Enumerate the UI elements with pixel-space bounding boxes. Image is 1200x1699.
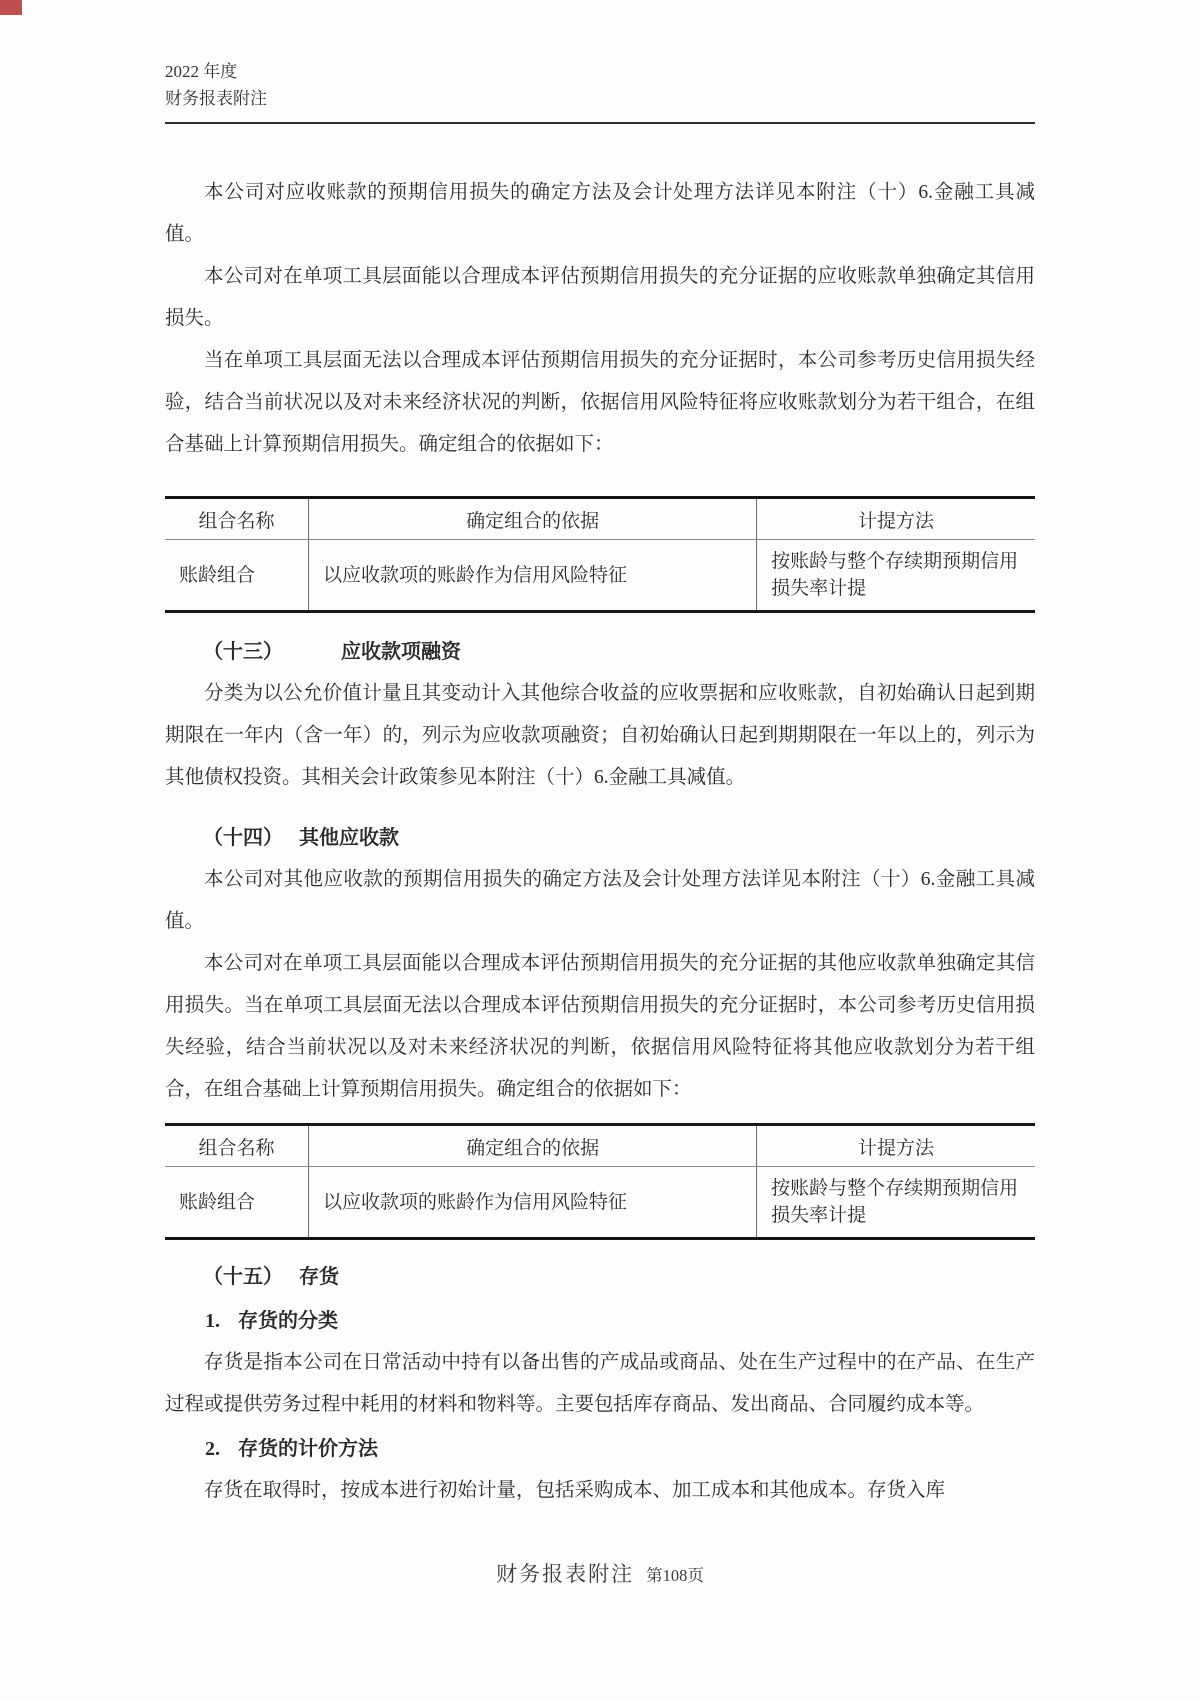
subsection-heading-2 — [165, 1428, 1035, 1470]
page-content — [165, 0, 1035, 1512]
paragraph-section13: 分类为以公允价值计量且其变动计入其他综合收益的应收票据和应收账款，自初始确认日起到期期限在一年内（含一年）的，列示为应收款项融资；自初始确认日起到期期限在一年以上的，列示为其他债权投资。其相关会计政策参见本附注（十）6.金融工具减值。 — [165, 683, 1035, 788]
criteria-table-1 — [165, 496, 1035, 613]
section-heading-13 — [165, 631, 1035, 673]
subsection-heading-1 — [165, 1300, 1035, 1342]
paragraph-intro-2: 本公司对在单项工具层面能以合理成本评估预期信用损失的充分证据的应收账款单独确定其信用损失。 — [165, 266, 1035, 329]
paragraph-section15-2: 存货在取得时，按成本进行初始计量，包括采购成本、加工成本和其他成本。存货入库 — [204, 1480, 946, 1501]
section-number: （十三） — [203, 641, 283, 663]
paragraph-section15-1: 存货是指本公司在日常活动中持有以备出售的产成品或商品、处在生产过程中的在产品、在生产过程或提供劳务过程中耗用的材料和物料等。主要包括库存商品、发出商品、合同履约成本等。 — [165, 1352, 1035, 1415]
table-header-cell: 组合名称 — [165, 498, 309, 540]
section-number: （十五） — [203, 1266, 283, 1288]
table-header-cell: 计提方法 — [757, 498, 1035, 540]
section-heading-15 — [165, 1256, 1035, 1298]
section-title: 存货 — [299, 1266, 339, 1288]
table-header-cell: 确定组合的依据 — [309, 498, 757, 540]
subsection-number: 1. — [205, 1310, 220, 1332]
footer-doc-title: 财务报表附注 — [496, 1562, 635, 1586]
table-cell-portfolio-name: 账龄组合 — [179, 564, 256, 586]
section-number: （十四） — [203, 827, 283, 849]
section-heading-14 — [165, 817, 1035, 859]
document-body — [165, 172, 1035, 1512]
table-cell-method: 按账龄与整个存续期预期信用损失率计提 — [757, 1167, 1035, 1239]
table-row — [165, 1167, 1035, 1239]
corner-accent-mark — [0, 0, 22, 15]
paragraph-section14-1: 本公司对其他应收款的预期信用损失的确定方法及会计处理方法详见本附注（十）6.金融工具减值。 — [165, 869, 1035, 932]
table-cell-portfolio-name: 账龄组合 — [179, 1191, 256, 1213]
footer-page-number: 第108页 — [646, 1566, 704, 1585]
criteria-table-2 — [165, 1123, 1035, 1240]
report-year: 2022 年度 — [165, 62, 238, 81]
table-header-cell: 确定组合的依据 — [309, 1125, 757, 1167]
table-row — [165, 540, 1035, 612]
report-doc-type: 财务报表附注 — [165, 89, 267, 108]
document-header — [165, 0, 1035, 124]
paragraph-intro-3: 当在单项工具层面无法以合理成本评估预期信用损失的充分证据时，本公司参考历史信用损失经验，结合当前状况以及对未来经济状况的判断，依据信用风险特征将应收账款划分为若干组合，在组合基础上计算预期信用损失。确定组合的依据如下： — [165, 350, 1035, 455]
section-title: 其他应收款 — [299, 827, 399, 849]
paragraph-intro-1: 本公司对应收账款的预期信用损失的确定方法及会计处理方法详见本附注（十）6.金融工具减值。 — [165, 182, 1035, 245]
paragraph-section14-2: 本公司对在单项工具层面能以合理成本评估预期信用损失的充分证据的其他应收款单独确定其信用损失。当在单项工具层面无法以合理成本评估预期信用损失的充分证据时，本公司参考历史信用损失经验，结合当前状况以及对未来经济状况的判断，依据信用风险特征将其他应收款划分为若干组合，在组合基础上计算预期信用损失。确定组合的依据如下： — [165, 953, 1035, 1100]
subsection-title: 存货的计价方法 — [238, 1438, 378, 1460]
table-header-cell: 计提方法 — [757, 1125, 1035, 1167]
table-header-row — [165, 498, 1035, 540]
section-title: 应收款项融资 — [341, 641, 461, 663]
table-cell-basis: 以应收款项的账龄作为信用风险特征 — [309, 540, 757, 612]
table-header-cell: 组合名称 — [165, 1125, 309, 1167]
subsection-number: 2. — [205, 1438, 220, 1460]
table-cell-method: 按账龄与整个存续期预期信用损失率计提 — [757, 540, 1035, 612]
table-header-row — [165, 1125, 1035, 1167]
table-cell-basis: 以应收款项的账龄作为信用风险特征 — [309, 1167, 757, 1239]
document-footer — [0, 1558, 1200, 1588]
subsection-title: 存货的分类 — [238, 1310, 338, 1332]
